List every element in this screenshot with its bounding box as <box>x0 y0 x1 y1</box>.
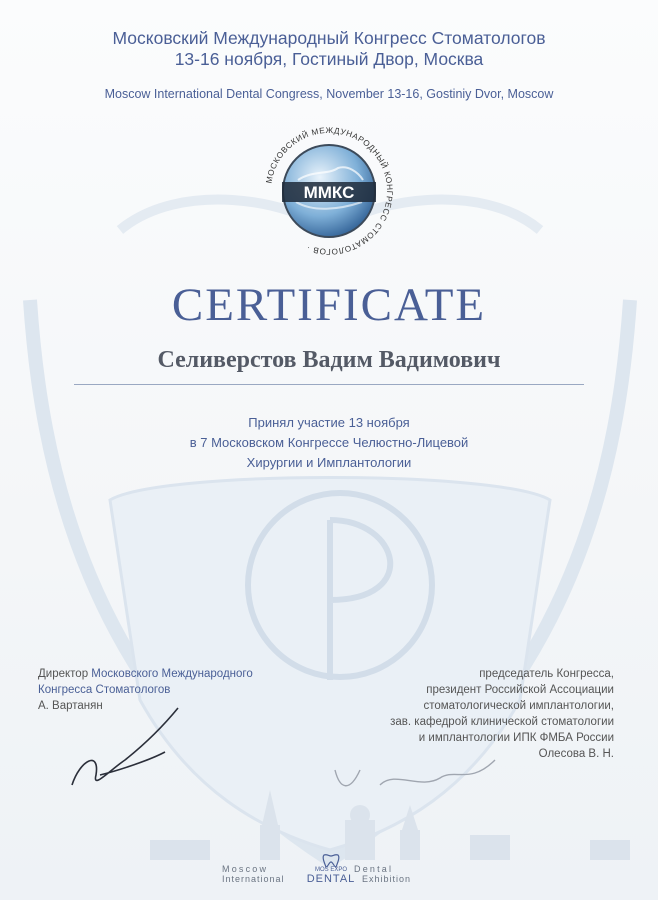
congress-header <box>0 28 658 70</box>
congress-name-ru: Московский Международный Конгресс Стоматологов <box>112 28 546 48</box>
participation-line1: Принял участие 13 ноября <box>248 415 410 430</box>
footer-right-top: Dental <box>354 864 394 874</box>
congress-dates-ru: 13-16 ноября, Гостиный Двор, Москва <box>174 49 484 69</box>
signatory-left-name: А. Вартанян <box>38 700 103 712</box>
signatory-left-org2: Конгресса Стоматологов <box>38 684 171 696</box>
tooth-icon <box>321 854 341 868</box>
footer-center-big: DENTAL <box>306 873 356 885</box>
congress-name-en: Moscow International Dental Congress, November 13-16, Gostiniy Dvor, Moscow <box>104 87 554 101</box>
signatory-right-title3: стоматологической имплантологии, <box>423 700 614 712</box>
signatory-right <box>314 666 614 762</box>
footer-center-small: MOS EXPO <box>314 867 347 873</box>
divider <box>74 384 584 385</box>
logo-emblem-text: ММКС <box>303 183 355 202</box>
footer-left-top: Moscow <box>222 864 269 874</box>
congress-logo <box>258 120 400 262</box>
signatory-left: Директор Московского Международного Конгресса Стоматологов А. Вартанян <box>38 668 253 712</box>
signatory-right-title4: зав. кафедрой клинической стоматологии <box>390 716 614 728</box>
footer-left-bottom: International <box>222 874 285 884</box>
participation-line2: в 7 Московском Конгрессе Челюстно-Лицевой <box>189 435 469 450</box>
exhibition-footer <box>0 854 658 900</box>
mosexpo-logo <box>304 854 358 885</box>
certificate-title: CERTIFICATE <box>171 279 487 331</box>
recipient-name: Селиверстов Вадим Вадимович <box>157 347 501 373</box>
participation-text <box>0 413 658 473</box>
signatory-right-title5: и имплантологии ИПК ФМБА России <box>418 732 614 744</box>
signatory-right-name: Олесова В. Н. <box>538 748 614 760</box>
logo-ring-text: МОСКОВСКИЙ МЕЖДУНАРОДНЫЙ КОНГРЕСС СТОМАТОЛОГОВ · <box>264 125 395 257</box>
participation-date: 13 ноября <box>348 415 410 430</box>
signatory-left-org1: Московского Международного <box>91 668 253 680</box>
participation-line3: Хирургии и Имплантологии <box>246 455 412 470</box>
footer-right-bottom: Exhibition <box>362 874 412 884</box>
signatory-right-title1: председатель Конгресса, <box>479 668 614 680</box>
signatory-right-title2: президент Российской Ассоциации <box>426 684 614 696</box>
